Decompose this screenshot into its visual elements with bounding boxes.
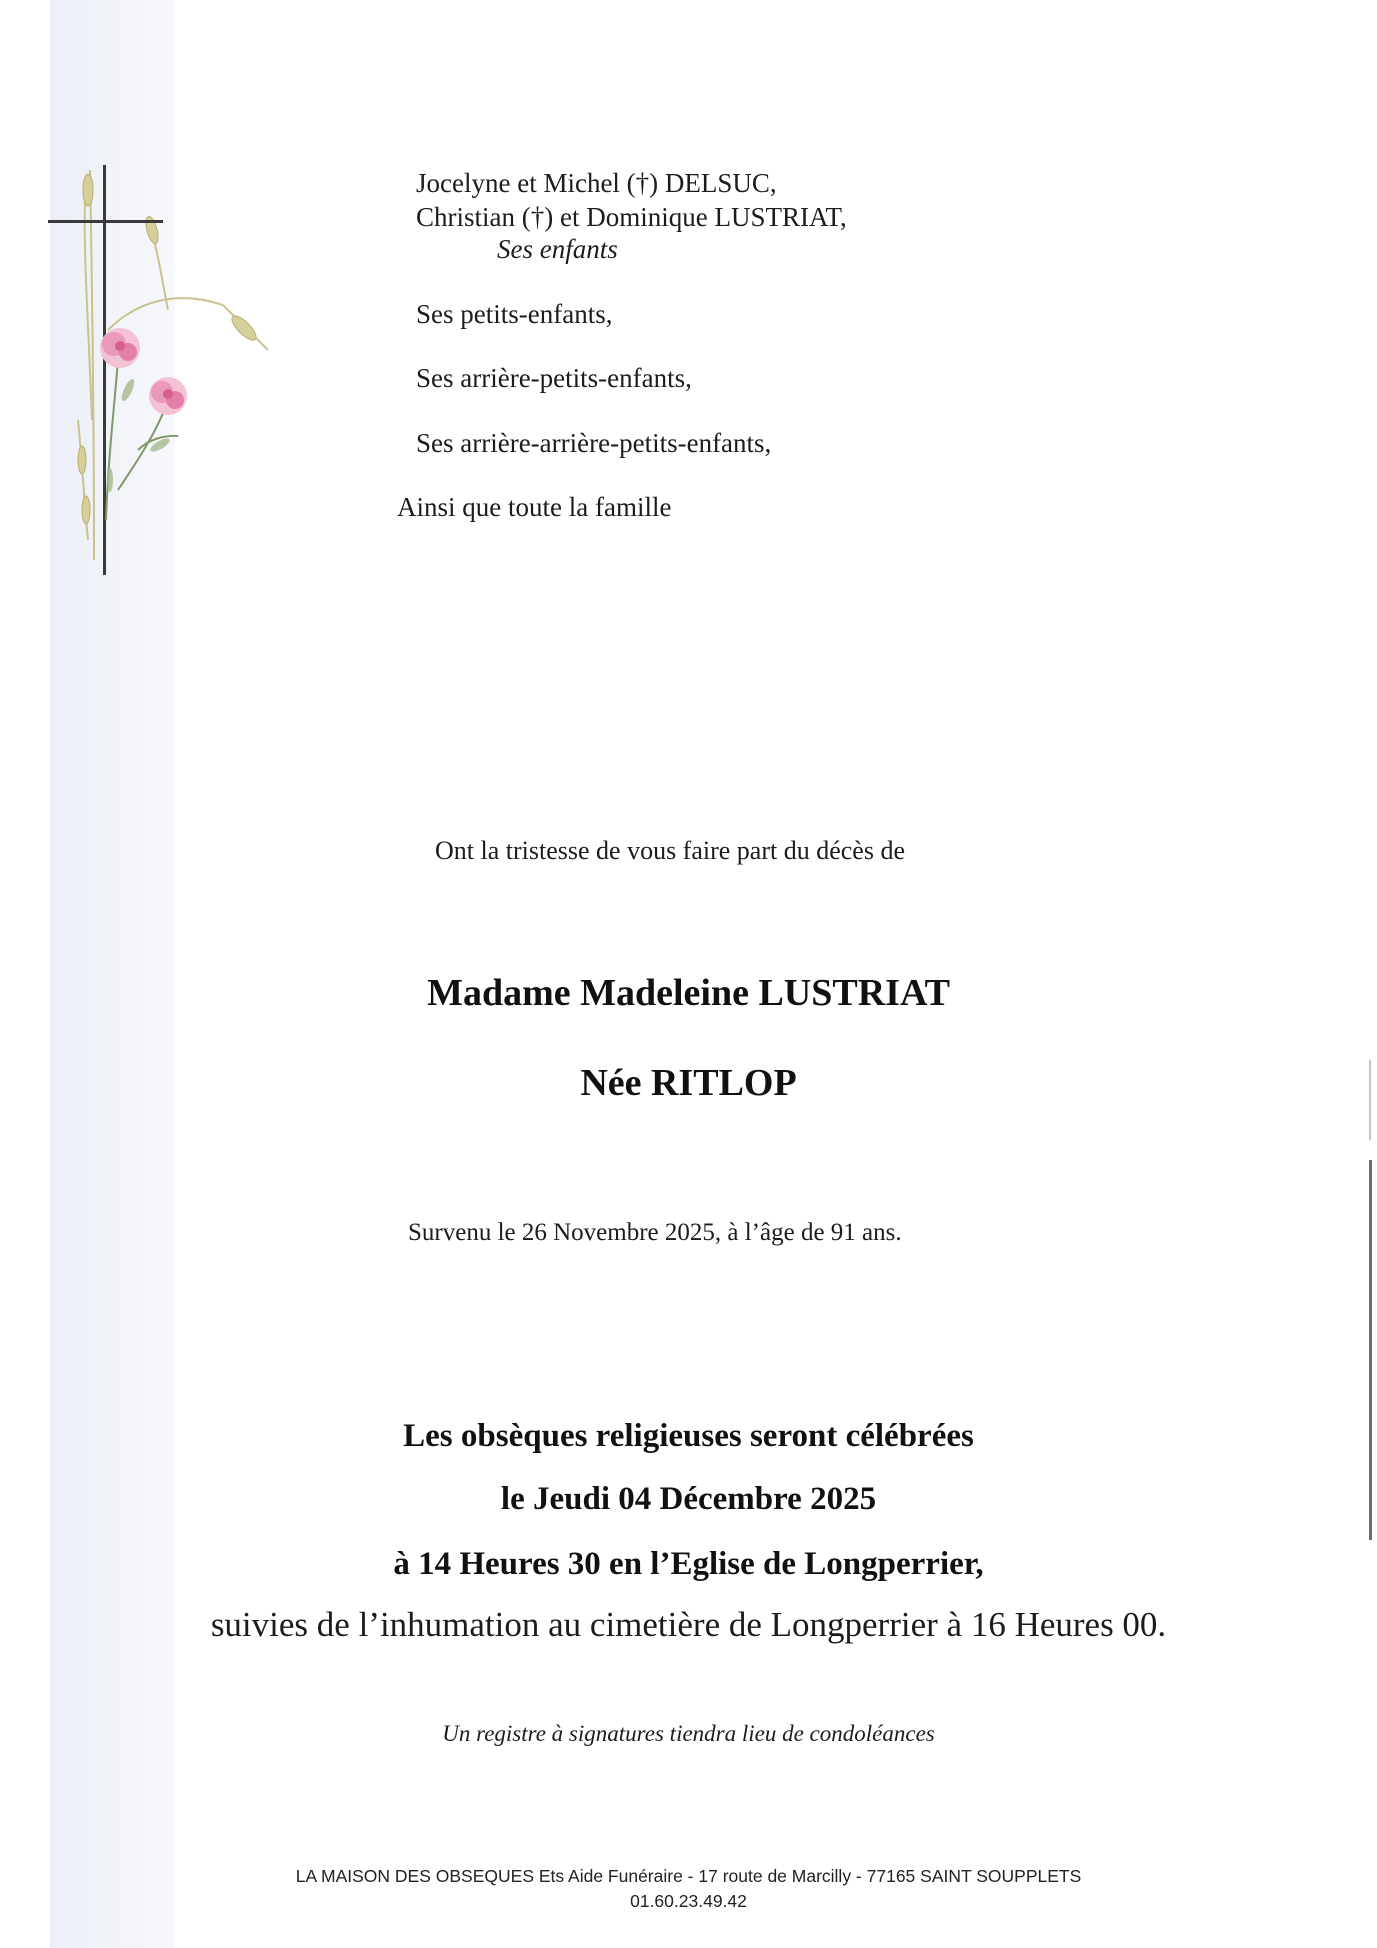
ceremony-line-1: Les obsèques religieuses seront célébrées: [403, 1418, 974, 1454]
deceased-name: Madame Madeleine LUSTRIAT: [427, 972, 950, 1014]
funeral-home-phone: 01.60.23.49.42: [630, 1891, 747, 1911]
register-note: Un registre à signatures tiendra lieu de condoléances: [442, 1721, 935, 1746]
grandchildren-line: Ses petits-enfants,: [416, 299, 613, 329]
family-line-1: Jocelyne et Michel (†) DELSUC,: [416, 168, 777, 198]
whole-family-line: Ainsi que toute la famille: [397, 492, 672, 522]
ceremony-time-place: à 14 Heures 30 en l’Eglise de Longperrier,: [393, 1546, 984, 1582]
announcement-text: Ont la tristesse de vous faire part du décès de: [435, 836, 906, 865]
cross-flower-ornament: [48, 160, 288, 580]
great-grandchildren-line: Ses arrière-petits-enfants,: [416, 363, 692, 393]
burial-info: suivies de l’inhumation au cimetière de Longperrier à 16 Heures 00.: [210, 1605, 1167, 1644]
great-great-grandchildren-line: Ses arrière-arrière-petits-enfants,: [416, 428, 772, 458]
family-line-2: Christian (†) et Dominique LUSTRIAT,: [416, 202, 847, 232]
pink-flower-icon: [149, 377, 187, 415]
funeral-home-address: LA MAISON DES OBSEQUES Ets Aide Funéraire - 17 route de Marcilly - 77165 SAINT SOUPPLETS: [295, 1866, 1082, 1886]
death-date-age: Survenu le 26 Novembre 2025, à l’âge de 91 ans.: [408, 1219, 902, 1246]
pink-flower-icon: [100, 328, 140, 368]
ceremony-date: le Jeudi 04 Décembre 2025: [500, 1481, 877, 1517]
children-label: Ses enfants: [497, 234, 618, 264]
deceased-maiden-name: Née RITLOP: [580, 1062, 797, 1104]
